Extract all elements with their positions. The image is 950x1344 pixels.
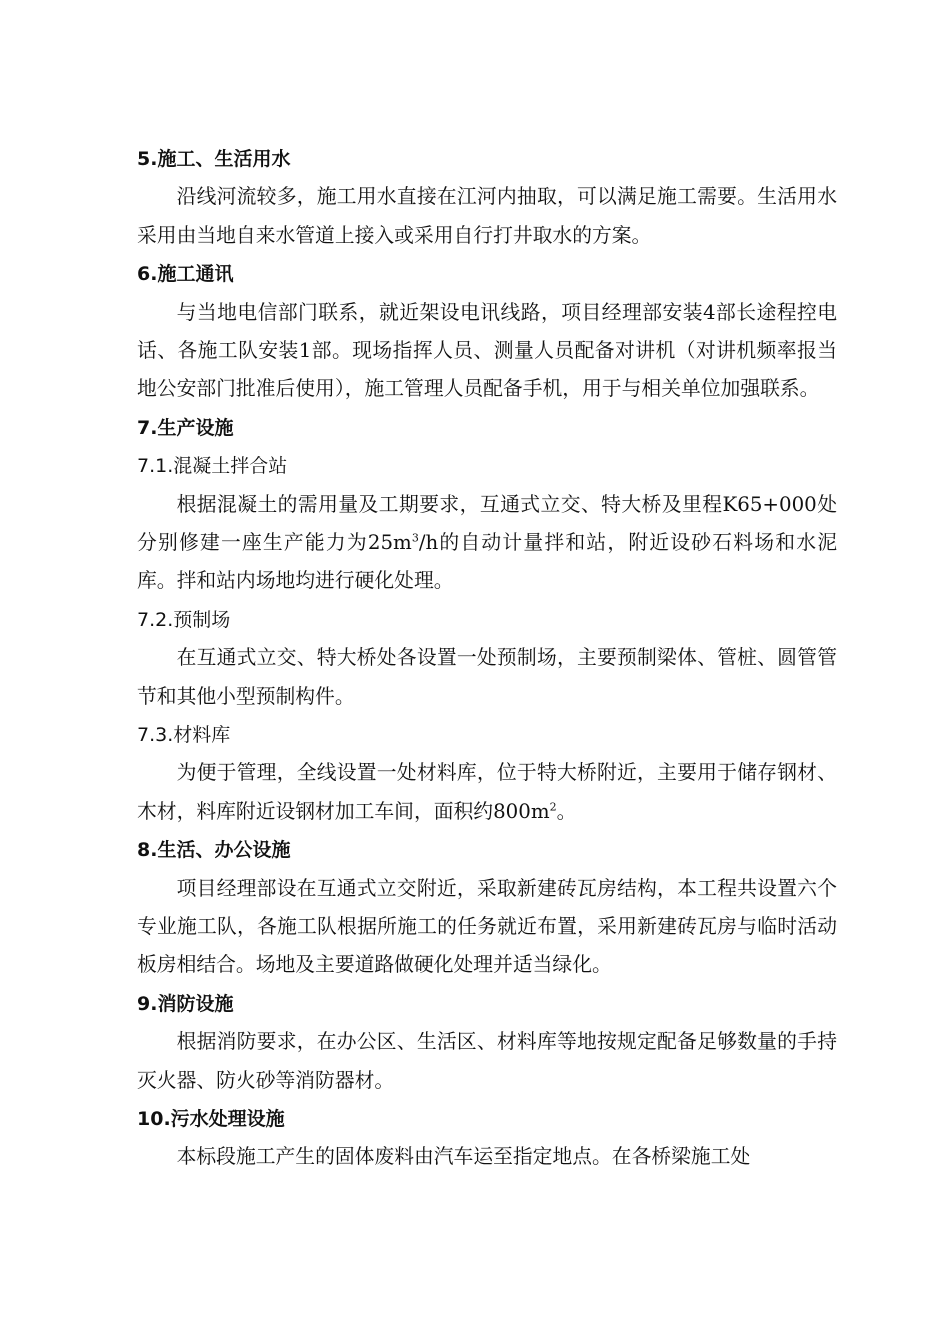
section-paragraph-6: 与当地电信部门联系，就近架设电讯线路，项目经理部安装4部长途程控电话、各施工队安装1部。现场指挥人员、测量人员配备对讲机（对讲机频率报当地公安部门批准后使用），施工管理人员配备手机，用于与相关单位加强联系。 [137,300,837,401]
section-paragraph-8: 项目经理部设在互通式立交附近，采取新建砖瓦房结构，本工程共设置六个专业施工队，各施工队根据所施工的任务就近布置，采用新建砖瓦房与临时活动板房相结合。场地及主要道路做硬化处理并适当绿化。 [137,876,837,977]
section-heading-10: 10.污水处理设施 [137,1108,285,1131]
paragraph-text: 为便于管理，全线设置一处材料库，位于特大桥附近，主要用于储存钢材、木材，料库附近设钢材加工车间，面积约800m [137,761,837,823]
section-heading-7-3: 7.3.材料库 [137,724,231,747]
section-heading-8: 8.生活、办公设施 [137,839,291,862]
superscript-exponent: 3 [411,531,419,545]
paragraph-text: /h的自动计量拌和站，附近设砂石料场和水泥库。拌和站内场地均进行硬化处理。 [137,531,837,593]
section-paragraph-10: 本标段施工产生的固体废料由汽车运至指定地点。在各桥梁施工处 [176,1145,751,1169]
paragraph-text: 根据混凝土的需用量及工期要求，互通式立交、特大桥及里程K65+000处分别修建一座生产能力为25m [137,492,837,554]
paragraph-text: 。 [556,799,577,823]
section-paragraph-9: 根据消防要求，在办公区、生活区、材料库等地按规定配备足够数量的手持灭火器、防火砂等消防器材。 [137,1030,837,1092]
section-heading-7: 7.生产设施 [137,416,234,439]
section-paragraph-7-1 [137,486,837,601]
section-heading-7-2: 7.2.预制场 [137,608,231,631]
section-paragraph-7-2: 在互通式立交、特大桥处各设置一处预制场，主要预制梁体、管桩、圆管管节和其他小型预制构件。 [137,646,837,708]
document-body [137,140,837,1177]
section-heading-6: 6.施工通讯 [137,263,234,286]
section-paragraph-7-3 [137,754,837,831]
section-heading-5: 5.施工、生活用水 [137,148,291,170]
section-heading-9: 9.消防设施 [137,992,234,1015]
superscript-exponent: 2 [549,800,557,814]
section-paragraph-5: 沿线河流较多，施工用水直接在江河内抽取，可以满足施工需要。生活用水采用由当地自来水管道上接入或采用自行打井取水的方案。 [137,185,837,247]
section-heading-7-1: 7.1.混凝土拌合站 [137,455,288,478]
